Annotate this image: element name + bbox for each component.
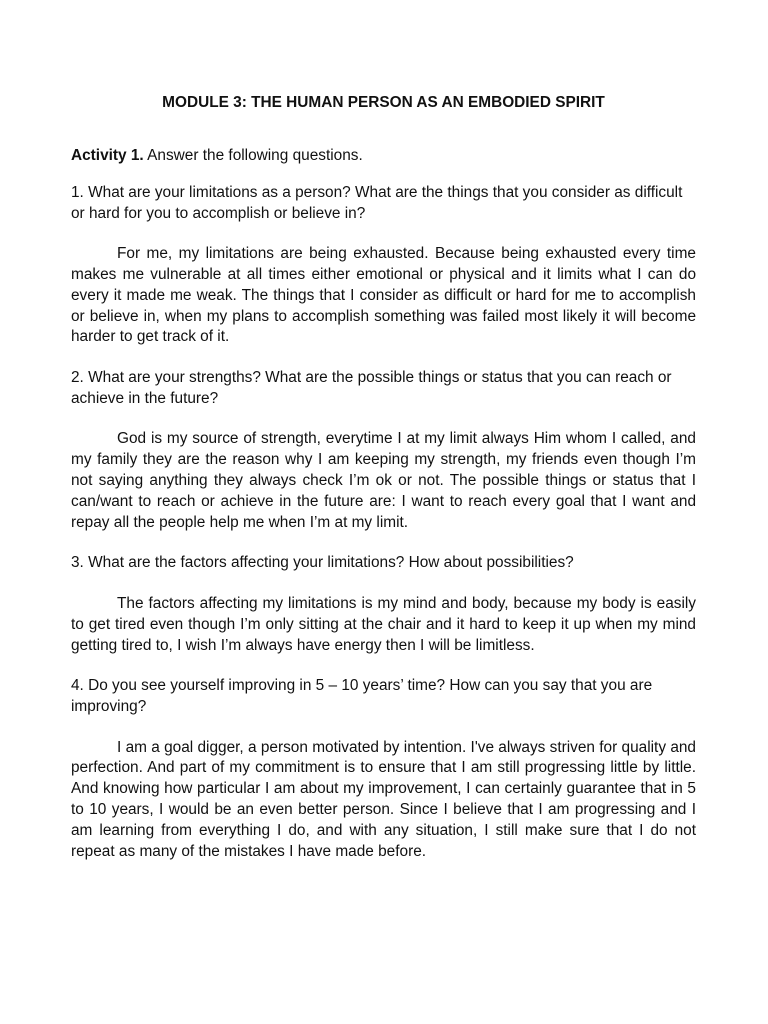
activity-instruction: Answer the following questions. [143, 147, 363, 164]
question-1: 1. What are your limitations as a person? What are the things that you consider as difficult or hard for you to accomplish or believe in? [71, 184, 683, 222]
document-page [71, 92, 696, 882]
activity-label: Activity 1. [71, 147, 144, 164]
module-title: MODULE 3: THE HUMAN PERSON AS AN EMBODIED SPIRIT [162, 94, 605, 111]
answer-1: For me, my limitations are being exhausted. Because being exhausted every time makes me vulnerable at all times either emotional or physical and it limits what I can do every it made me weak. The things that I consider as difficult or hard for me to accomplish or believe in, when my plans to accomplish something was failed most likely it will become harder to get track of it. [71, 245, 696, 346]
question-4: 4. Do you see yourself improving in 5 – 10 years’ time? How can you say that you are improving? [71, 677, 653, 715]
question-3: 3. What are the factors affecting your limitations? How about possibilities? [71, 554, 574, 572]
answer-4: I am a goal digger, a person motivated by intention. I've always striven for quality and perfection. And part of my commitment is to ensure that I am still progressing little by little. And knowing how particular I am about my improvement, I can certainly guarantee that in 5 to 10 years, I would be an even better person. Since I believe that I am progressing and I am learning from everything I do, and with any situation, I still make sure that I do not repeat as many of the mistakes I have made before. [71, 738, 696, 860]
question-2: 2. What are your strengths? What are the possible things or status that you can reach or achieve in the future? [71, 369, 672, 407]
activity-heading [71, 145, 696, 166]
answer-2: God is my source of strength, everytime I at my limit always Him whom I called, and my family they are the reason why I am keeping my strength, my friends even though I’m not saying anything they always check I’m ok or not. The possible things or status that I can/want to reach or achieve in the future are: I want to reach every goal that I want and repay all the people help me when I’m at my limit. [71, 430, 696, 531]
answer-3: The factors affecting my limitations is my mind and body, because my body is easily to get tired even though I’m only sitting at the chair and it hard to keep it up when my mind getting tired to, I wish I’m always have energy then I will be limitless. [71, 594, 696, 654]
